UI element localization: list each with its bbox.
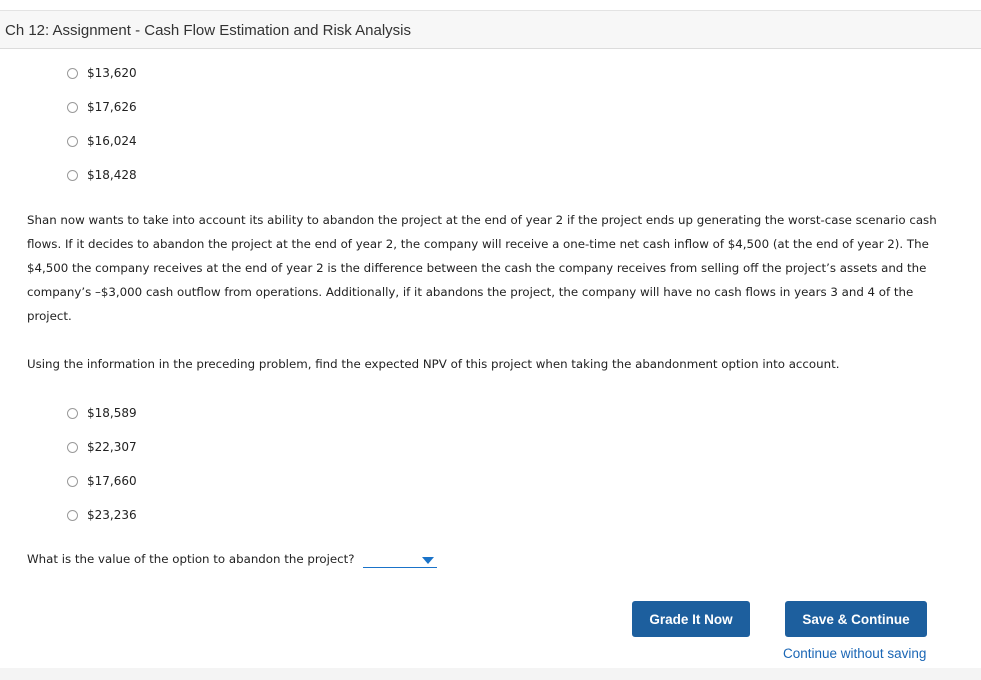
question2-options: [67, 396, 137, 532]
question3-prompt: What is the value of the option to abandon the project?: [27, 552, 355, 566]
option-label[interactable]: $23,236: [87, 508, 137, 522]
option-label[interactable]: $17,626: [87, 100, 137, 114]
option-label[interactable]: $22,307: [87, 440, 137, 454]
radio-button[interactable]: [67, 102, 78, 113]
answer-option[interactable]: [67, 124, 137, 158]
answer-option[interactable]: [67, 158, 137, 192]
question2-prompt: Using the information in the preceding problem, find the expected NPV of this project when taking the abandonment option into account.: [27, 357, 840, 371]
continue-without-saving-link[interactable]: Continue without saving: [783, 646, 927, 661]
assignment-title: Ch 12: Assignment - Cash Flow Estimation and Risk Analysis: [5, 22, 412, 39]
radio-button[interactable]: [67, 170, 78, 181]
radio-button[interactable]: [67, 136, 78, 147]
option-label[interactable]: $13,620: [87, 66, 137, 80]
answer-option[interactable]: [67, 498, 137, 532]
option-label[interactable]: $17,660: [87, 474, 137, 488]
radio-button[interactable]: [67, 442, 78, 453]
radio-button[interactable]: [67, 476, 78, 487]
option-label[interactable]: $18,428: [87, 168, 137, 182]
answer-option[interactable]: [67, 90, 137, 124]
answer-option[interactable]: [67, 56, 137, 90]
option-label[interactable]: $18,589: [87, 406, 137, 420]
question3-row: [27, 548, 437, 570]
scenario-paragraph: Shan now wants to take into account its ability to abandon the project at the end of year 2 if the project ends up generating the worst-case scenario cash flows. If it decides to abandon the project at the end of year 2, the company will receive a one-time net cash inflow of $4,500 (at the end of year 2). The $4,500 the company receives at the end of year 2 is the difference between the cash the company receives from selling off the project’s assets and the company’s –$3,000 cash outflow from operations. Additionally, if it abandons the project, the company will have no cash flows in years 3 and 4 of the project.: [27, 213, 937, 323]
question1-options: [67, 56, 137, 192]
dropdown-arrow-icon[interactable]: [422, 557, 434, 564]
abandon-value-dropdown[interactable]: [363, 551, 437, 568]
option-label[interactable]: $16,024: [87, 134, 137, 148]
radio-button[interactable]: [67, 68, 78, 79]
answer-option[interactable]: [67, 464, 137, 498]
answer-option[interactable]: [67, 430, 137, 464]
save-and-continue-button[interactable]: Save & Continue: [785, 601, 927, 637]
radio-button[interactable]: [67, 408, 78, 419]
bottom-band: [0, 668, 981, 680]
radio-button[interactable]: [67, 510, 78, 521]
grade-it-now-button[interactable]: Grade It Now: [632, 601, 750, 637]
answer-option[interactable]: [67, 396, 137, 430]
assignment-header: [0, 11, 981, 49]
